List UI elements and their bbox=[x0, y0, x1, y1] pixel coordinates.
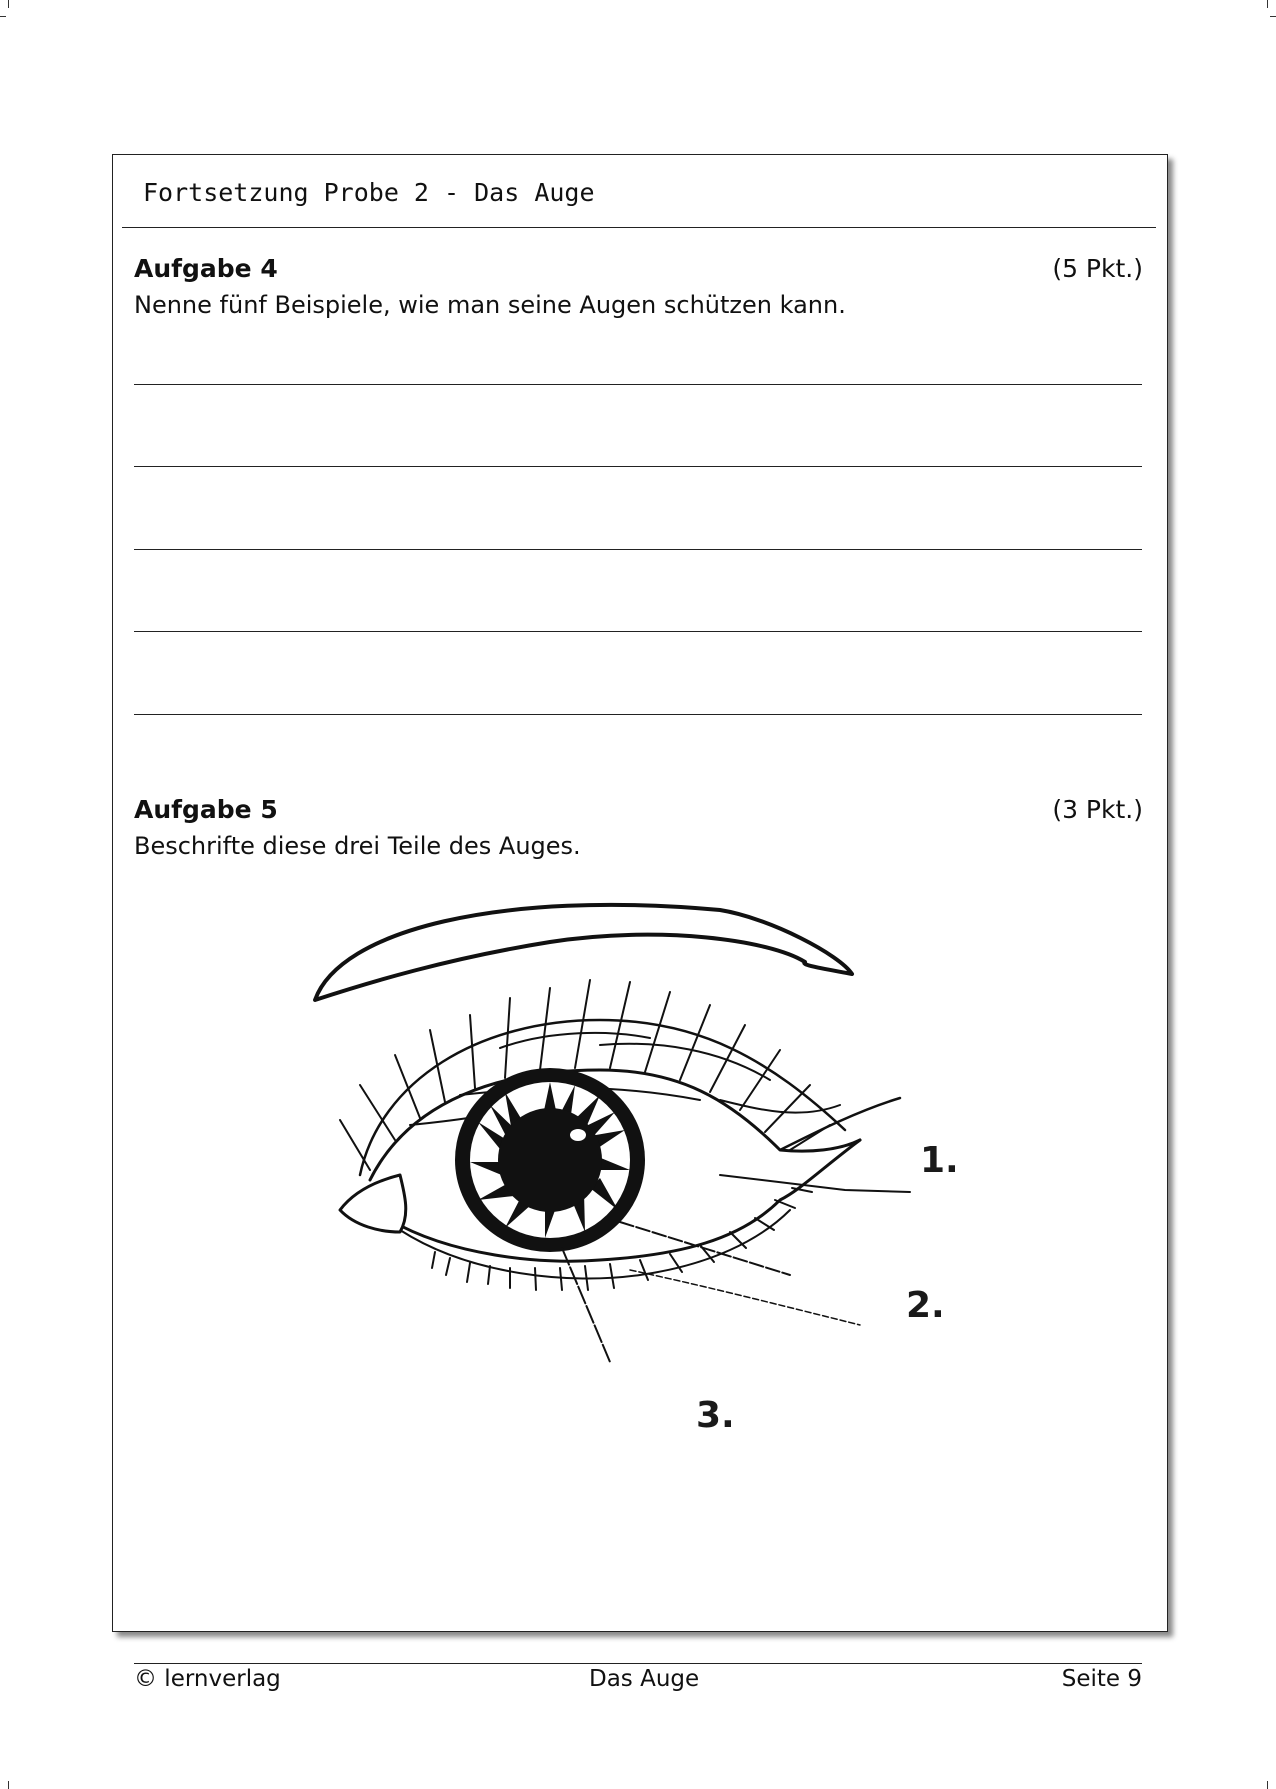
answer-line-5[interactable] bbox=[134, 714, 1142, 715]
crop-mark-top-right-h bbox=[1270, 16, 1276, 17]
crop-mark-top-right bbox=[1267, 0, 1268, 8]
iris bbox=[455, 1068, 645, 1252]
footer-page-number: Seite 9 bbox=[1061, 1666, 1142, 1692]
callout-3: 3. bbox=[696, 1395, 735, 1436]
task-4-instruction: Nenne fünf Beispiele, wie man seine Augen schützen kann. bbox=[134, 291, 846, 319]
answer-line-2[interactable] bbox=[134, 466, 1142, 467]
crop-mark-bottom-left bbox=[8, 1781, 9, 1789]
header-divider bbox=[122, 227, 1156, 228]
task-5-points: (3 Pkt.) bbox=[1052, 795, 1143, 824]
footer-copyright: © lernverlag bbox=[134, 1666, 281, 1692]
task-5-instruction: Beschrifte diese drei Teile des Auges. bbox=[134, 832, 581, 860]
crop-mark-top-left-h bbox=[0, 16, 6, 17]
leader-line-3 bbox=[562, 1248, 610, 1362]
crop-mark-bottom-right bbox=[1267, 1781, 1268, 1789]
callout-1: 1. bbox=[920, 1140, 959, 1181]
task-4-title: Aufgabe 4 bbox=[134, 254, 278, 283]
footer-center-title: Das Auge bbox=[589, 1666, 700, 1692]
task-4-points: (5 Pkt.) bbox=[1052, 254, 1143, 283]
answer-line-1[interactable] bbox=[134, 384, 1142, 385]
eyebrow bbox=[315, 905, 852, 1000]
inner-corner bbox=[340, 1175, 406, 1232]
leader-line-1 bbox=[720, 1175, 910, 1192]
crop-mark-top-left bbox=[8, 0, 9, 8]
page-title: Fortsetzung Probe 2 - Das Auge bbox=[143, 178, 595, 207]
answer-line-4[interactable] bbox=[134, 631, 1142, 632]
callout-2: 2. bbox=[906, 1285, 945, 1326]
footer-divider bbox=[134, 1663, 1142, 1664]
answer-line-3[interactable] bbox=[134, 549, 1142, 550]
under-eye-crease bbox=[630, 1270, 860, 1325]
task-5-title: Aufgabe 5 bbox=[134, 795, 278, 824]
eye-illustration bbox=[300, 870, 1000, 1450]
